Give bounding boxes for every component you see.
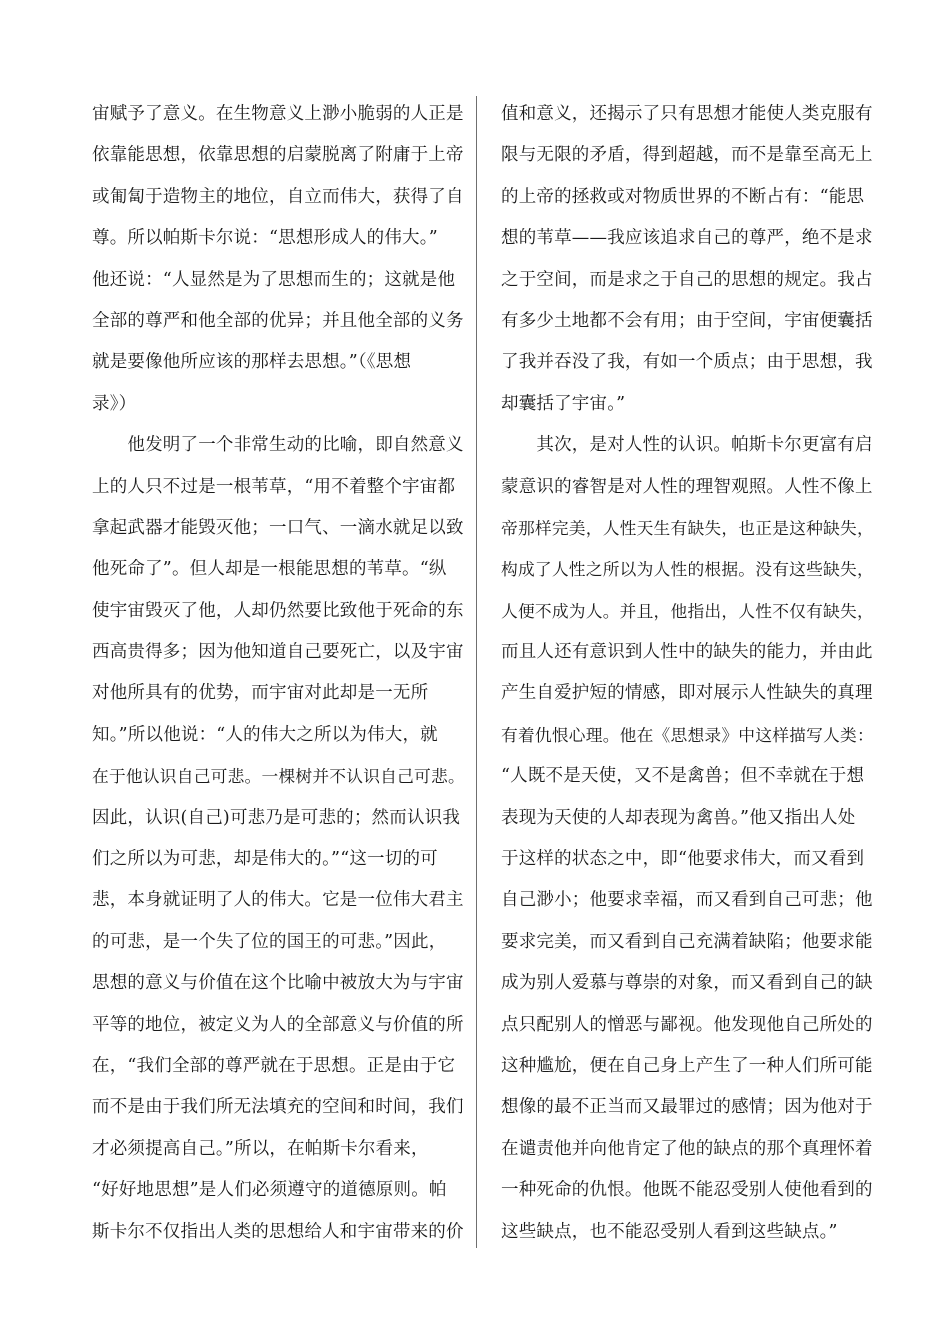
text-line: 点只配别人的憎恶与鄙视。他发现他自己所处的	[501, 1014, 873, 1035]
text-line: 使宇宙毁灭了他，人却仍然要比致他于死命的东	[92, 600, 464, 621]
text-line: 对他所具有的优势，而宇宙对此却是一无所	[92, 683, 429, 704]
text-line: 的上帝的拯救或对物质世界的不断占有：“能思	[501, 186, 865, 207]
text-line: 的可悲，是一个失了位的国王的可悲。”因此，	[92, 931, 447, 952]
text-line: 知。”所以他说：“人的伟大之所以为伟大，就	[92, 724, 438, 745]
text-line: 才必须提高自己。”所以，在帕斯卡尔看来，	[92, 1138, 429, 1159]
text-line: 上的人只不过是一根苇草，“用不着整个宇宙都	[92, 476, 456, 497]
text-line: 之于空间，而是求之于自己的思想的规定。我占	[501, 269, 873, 290]
text-line: 在，“我们全部的尊严就在于思想。正是由于它	[92, 1055, 456, 1076]
text-line: 们之所以为可悲，却是伟大的。”“这一切的可	[92, 849, 438, 870]
text-line: “人既不是天使，又不是禽兽；但不幸就在于想	[501, 766, 865, 787]
text-line: 依靠能思想，依靠思想的启蒙脱离了附庸于上帝	[92, 145, 464, 166]
column-divider	[476, 96, 477, 1248]
text-line: 斯卡尔不仅指出人类的思想给人和宇宙带来的价	[92, 1221, 464, 1242]
text-line: 他死命了”。但人却是一根能思想的苇草。“纵	[92, 559, 447, 580]
left-text-column	[92, 94, 465, 1253]
text-line: 悲，本身就证明了人的伟大。它是一位伟大君主	[92, 890, 464, 911]
text-line: 要求完美，而又看到自己充满着缺陷；他要求能	[501, 931, 873, 952]
text-line: 有多少土地都不会有用；由于空间，宇宙便囊括	[501, 310, 873, 331]
text-line: 表现为天使的人却表现为禽兽。”他又指出人处	[501, 807, 856, 828]
text-line: 而不是由于我们所无法填充的空间和时间，我们	[92, 1097, 464, 1118]
text-line: 限与无限的矛盾，得到超越，而不是靠至高无上	[501, 145, 873, 166]
text-line: 这种尴尬，便在自己身上产生了一种人们所可能	[501, 1055, 873, 1076]
text-line: 拿起武器才能毁灭他；一口气、一滴水就足以致	[92, 517, 464, 538]
text-line: 想的苇草——我应该追求自己的尊严，绝不是求	[501, 228, 873, 249]
text-line: 或匍匐于造物主的地位，自立而伟大，获得了自	[92, 186, 464, 207]
text-line: 值和意义，还揭示了只有思想才能使人类克服有	[501, 104, 873, 124]
text-line: 一种死命的仇恨。他既不能忍受别人使他看到的	[501, 1180, 873, 1201]
text-line: 就是要像他所应该的那样去思想。”（《思想	[92, 352, 412, 373]
text-line: 思想的意义与价值在这个比喻中被放大为与宇宙	[92, 973, 464, 994]
text-line: 他发明了一个非常生动的比喻，即自然意义	[92, 435, 464, 456]
text-line: 西高贵得多；因为他知道自己要死亡，以及宇宙	[92, 642, 464, 663]
text-line: 帝那样完美，人性天生有缺失，也正是这种缺失，	[501, 517, 874, 538]
text-line: 构成了人性之所以为人性的根据。没有这些缺失，	[501, 559, 874, 580]
text-line: 于这样的状态之中，即“他要求伟大，而又看到	[501, 849, 865, 870]
text-line: 他还说：“人显然是为了思想而生的；这就是他	[92, 269, 456, 290]
text-line: 在谴责他并向他肯定了他的缺点的那个真理怀着	[501, 1138, 873, 1159]
text-line: 人便不成为人。并且，他指出，人性不仅有缺失，	[501, 600, 874, 621]
text-line: 这些缺点，也不能忍受别人看到这些缺点。”	[501, 1221, 838, 1242]
text-line: 而且人还有意识到人性中的缺失的能力，并由此	[501, 642, 873, 663]
text-line: “好好地思想”是人们必须遵守的道德原则。帕	[92, 1180, 447, 1201]
text-line: 录》）	[92, 393, 137, 414]
text-line: 蒙意识的睿智是对人性的理智观照。人性不像上	[501, 476, 873, 497]
text-line: 在于他认识自己可悲。一棵树并不认识自己可悲。	[92, 766, 465, 787]
text-line: 自己渺小；他要求幸福，而又看到自己可悲；他	[501, 890, 873, 911]
text-line: 尊。所以帕斯卡尔说：“思想形成人的伟大。”	[92, 228, 438, 249]
text-line: 成为别人爱慕与尊崇的对象，而又看到自己的缺	[501, 973, 873, 994]
right-text-column	[501, 94, 875, 1253]
text-line: 其次，是对人性的认识。帕斯卡尔更富有启	[501, 435, 873, 456]
text-line: 因此，认识(自己)可悲乃是可悲的；然而认识我	[92, 807, 461, 828]
text-line: 全部的尊严和他全部的优异；并且他全部的义务	[92, 310, 464, 331]
text-line: 了我并吞没了我，有如一个质点；由于思想，我	[501, 352, 873, 373]
text-line: 想像的最不正当而又最罪过的感情；因为他对于	[501, 1097, 873, 1118]
text-line: 宙赋予了意义。在生物意义上渺小脆弱的人正是	[92, 104, 464, 124]
text-line: 平等的地位，被定义为人的全部意义与价值的所	[92, 1014, 464, 1035]
text-line: 却囊括了宇宙。”	[501, 393, 626, 414]
text-line: 产生自爱护短的情感，即对展示人性缺失的真理	[501, 683, 873, 704]
text-line: 有着仇恨心理。他在《思想录》中这样描写人类：	[501, 724, 874, 745]
